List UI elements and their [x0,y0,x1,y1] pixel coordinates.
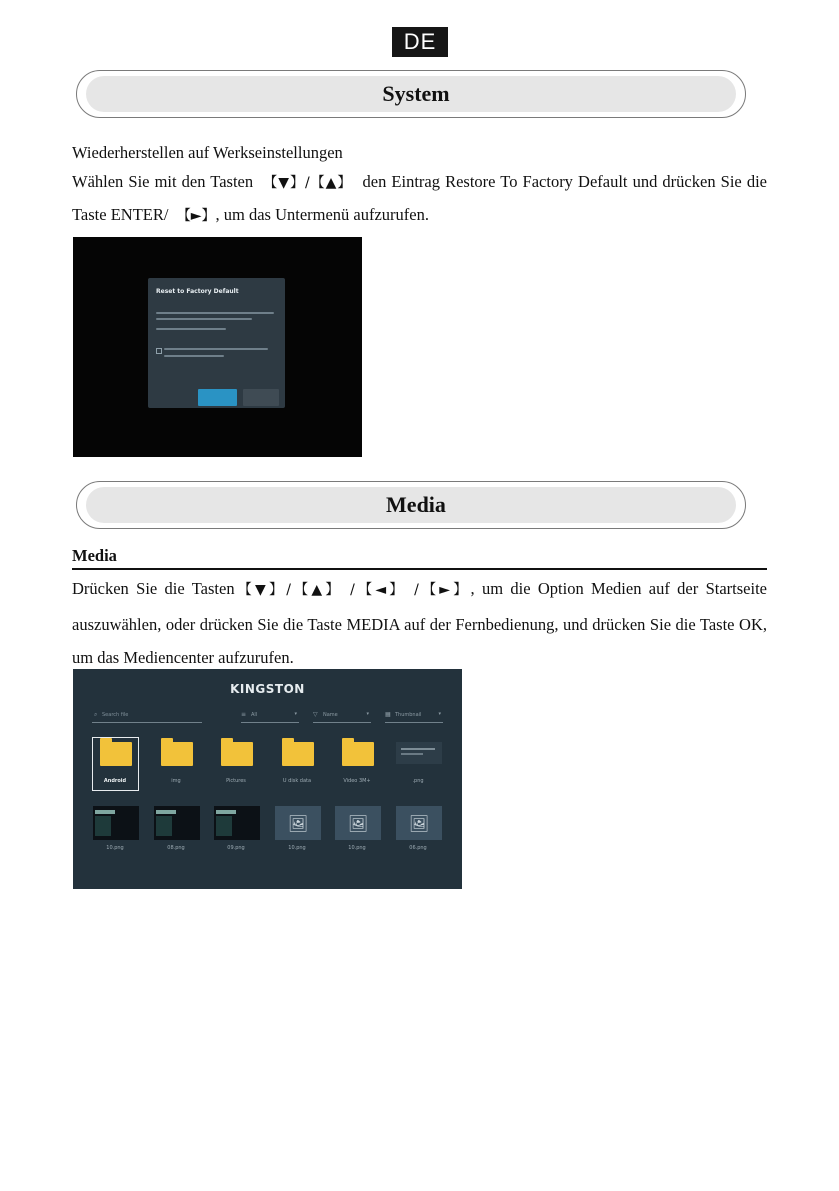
media-center-screenshot [73,669,462,889]
chevron-down-icon: ▾ [438,711,441,717]
folder-label: Video 3M+ [343,778,371,784]
enter-key-text: 【►】 [176,208,216,224]
instruction-line2-prefix: Sie die Taste ENTER/ [72,172,768,224]
grid-icon: ▦ [385,711,391,718]
sort-filter-dropdown[interactable] [313,708,371,723]
dialog-checkbox[interactable] [156,348,162,354]
media-section-title: Media [386,492,446,517]
factory-reset-heading: Wiederherstellen auf Werkseinstellungen [72,143,343,162]
media-arrow-keys-text: 【▼】/【▲】 /【◄】 /【►】 [234,582,471,598]
search-icon: ⌕ [94,711,98,718]
media-instruction-rest: , um die Option Medien auf der Startseite auszuwählen, oder drücken Sie die Taste MEDIA auf der Fernbedienung, und drücken Sie die Taste OK, um das Mediencenter aufzurufen. [72,579,767,667]
media-section-banner [76,481,746,529]
media-instruction-prefix: Drücken Sie die Tasten [72,579,235,598]
image-placeholder-icon: 🖼 [335,806,381,840]
factory-reset-screenshot [73,237,362,457]
image-placeholder-icon: 🖼 [396,806,442,840]
folder-label: Pictures [226,778,246,784]
image-label: 10.png [288,845,306,851]
view-filter-dropdown[interactable] [385,708,443,723]
folder-label: Android [103,778,127,784]
reset-dialog [148,278,285,408]
image-placeholder-icon: 🖼 [275,806,321,840]
image-label: 10.png [348,845,366,851]
screenshot-thumbnail [214,806,260,840]
reset-dialog-title: Reset to Factory Default [156,288,239,295]
system-instructions [72,166,767,232]
image-label: 10.png [106,845,124,851]
search-placeholder: Search file [102,712,129,718]
image-label: 06.png [409,845,427,851]
language-badge: DE [392,27,448,57]
screenshot-thumbnail [93,806,139,840]
folder-icon [282,742,314,766]
reset-cancel-button[interactable] [243,389,279,406]
screenshot-thumbnail [154,806,200,840]
instruction-line1-suffix: den Eintrag Restore To Factory Default und drücken [362,172,716,191]
reset-confirm-button[interactable] [198,389,237,406]
system-section-title: System [382,81,450,106]
instruction-line2-suffix: , um das Untermenü aufzurufen. [215,205,429,224]
dialog-text-line [156,328,226,330]
view-filter-value: Thumbnail [395,712,422,718]
filter-icon: ▽ [313,711,318,718]
folder-label: img [171,778,181,784]
type-filter-dropdown[interactable] [241,708,299,723]
image-label: 08.png [167,845,185,851]
file-thumbnail [396,742,442,764]
folder-label: U disk data [282,778,312,784]
chevron-down-icon: ▾ [366,711,369,717]
system-section-banner [76,70,746,118]
folder-icon [342,742,374,766]
chevron-down-icon: ▾ [294,711,297,717]
file-label: .png [412,778,424,784]
search-input[interactable] [92,708,202,723]
dialog-text-line [156,312,274,314]
type-filter-value: All [251,712,258,718]
dialog-checkbox-label [164,348,268,350]
list-icon: ≡ [241,711,247,718]
dialog-checkbox-label [164,355,224,357]
folder-icon [161,742,193,766]
sort-filter-value: Name [323,712,338,718]
media-center-title: KINGSTON [230,682,305,696]
media-instructions [72,572,767,675]
arrow-keys-text: 【▼】/【▲】 [263,175,353,191]
image-label: 09.png [227,845,245,851]
dialog-text-line [156,318,252,320]
instruction-line1-prefix: Wählen Sie mit den Tasten [72,172,254,191]
folder-icon [221,742,253,766]
media-subheading: Media [72,545,767,570]
folder-icon [100,742,132,766]
